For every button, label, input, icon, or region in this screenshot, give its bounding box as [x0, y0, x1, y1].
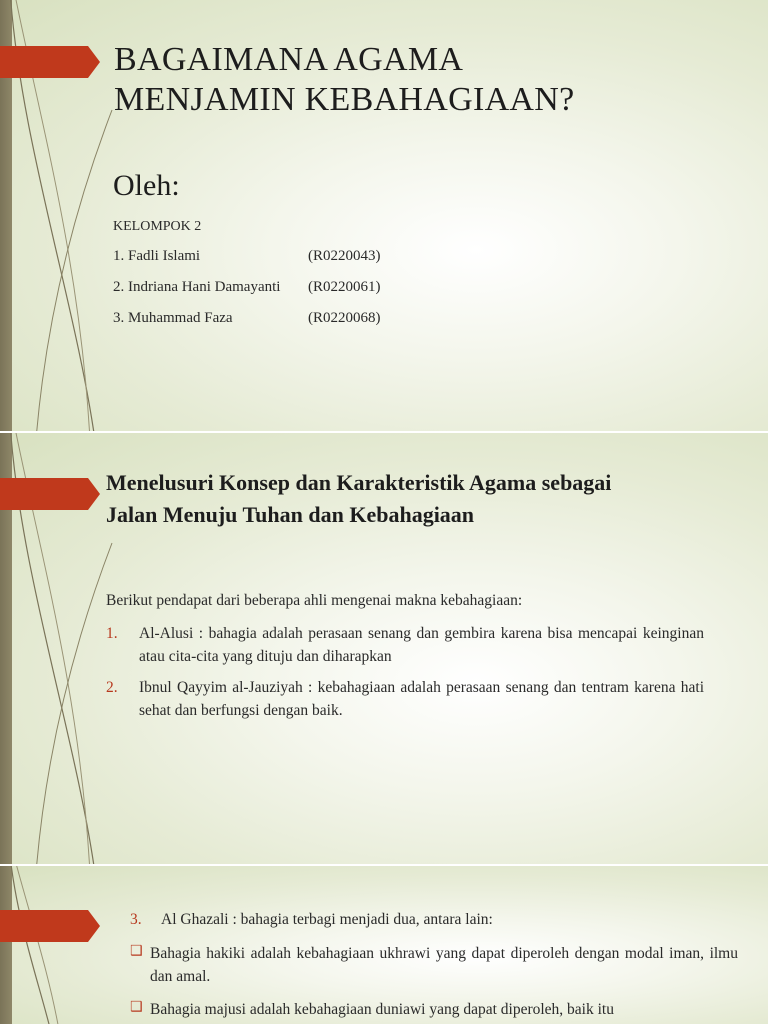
item-number: 3.: [130, 911, 142, 928]
bullet-text: Bahagia majusi adalah kebahagiaan duniawi yang dapat diperoleh, baik itu: [150, 1001, 614, 1018]
slide-3: [0, 866, 768, 1024]
title-line-1: BAGAIMANA AGAMA: [114, 41, 464, 78]
oleh-heading: Oleh:: [113, 169, 180, 202]
group-label: KELOMPOK 2: [113, 219, 202, 234]
section-title-line-2: Jalan Menuju Tuhan dan Kebahagiaan: [106, 502, 475, 527]
title-arrow-marker: [0, 46, 100, 78]
slide-2: [0, 433, 768, 864]
slide-1: [0, 0, 768, 431]
section-title: [106, 467, 726, 531]
member-id: (R0220061): [308, 279, 381, 295]
item-number: 2.: [106, 679, 118, 696]
member-name: 1. Fadli Islami: [113, 248, 201, 264]
member-id: (R0220068): [308, 310, 381, 326]
bullet-text: Bahagia hakiki adalah kebahagiaan ukhrawi yang dapat diperoleh dengan modal iman, ilmu dan amal.: [150, 945, 738, 985]
title-line-2: MENJAMIN KEBAHAGIAAN?: [114, 81, 575, 118]
bullet-item: [130, 998, 738, 1021]
page-title: [114, 40, 575, 120]
item-text: Al-Alusi : bahagia adalah perasaan senang dan gembira karena bisa mencapai keinginan atau cita-cita yang dituju dan diharapkan: [139, 625, 704, 665]
bullet-list: [130, 942, 738, 1024]
member-id: (R0220043): [308, 248, 381, 264]
member-name: 3. Muhammad Faza: [113, 310, 233, 326]
decorative-curves: [0, 866, 120, 1024]
section-title-line-1: Menelusuri Konsep dan Karakteristik Agama sebagai: [106, 470, 612, 495]
title-arrow-marker: [0, 910, 100, 942]
item-text: Al Ghazali : bahagia terbagi menjadi dua, antara lain:: [161, 911, 493, 928]
square-bullet-icon: ❑: [130, 943, 143, 959]
definition-list: [106, 622, 704, 730]
item-number: 1.: [106, 625, 118, 642]
definition-item: [106, 622, 704, 668]
bullet-item: [130, 942, 738, 988]
intro-text: Berikut pendapat dari beberapa ahli mengenai makna kebahagiaan:: [106, 592, 523, 609]
title-arrow-marker: [0, 478, 100, 510]
item-text: Ibnul Qayyim al-Jauziyah : kebahagiaan adalah perasaan senang dan tentram karena hati sehat dan berfungsi dengan baik.: [139, 679, 704, 719]
definition-item: [106, 676, 704, 722]
definition-item: [130, 911, 493, 929]
square-bullet-icon: ❑: [130, 999, 143, 1015]
member-name: 2. Indriana Hani Damayanti: [113, 279, 281, 295]
